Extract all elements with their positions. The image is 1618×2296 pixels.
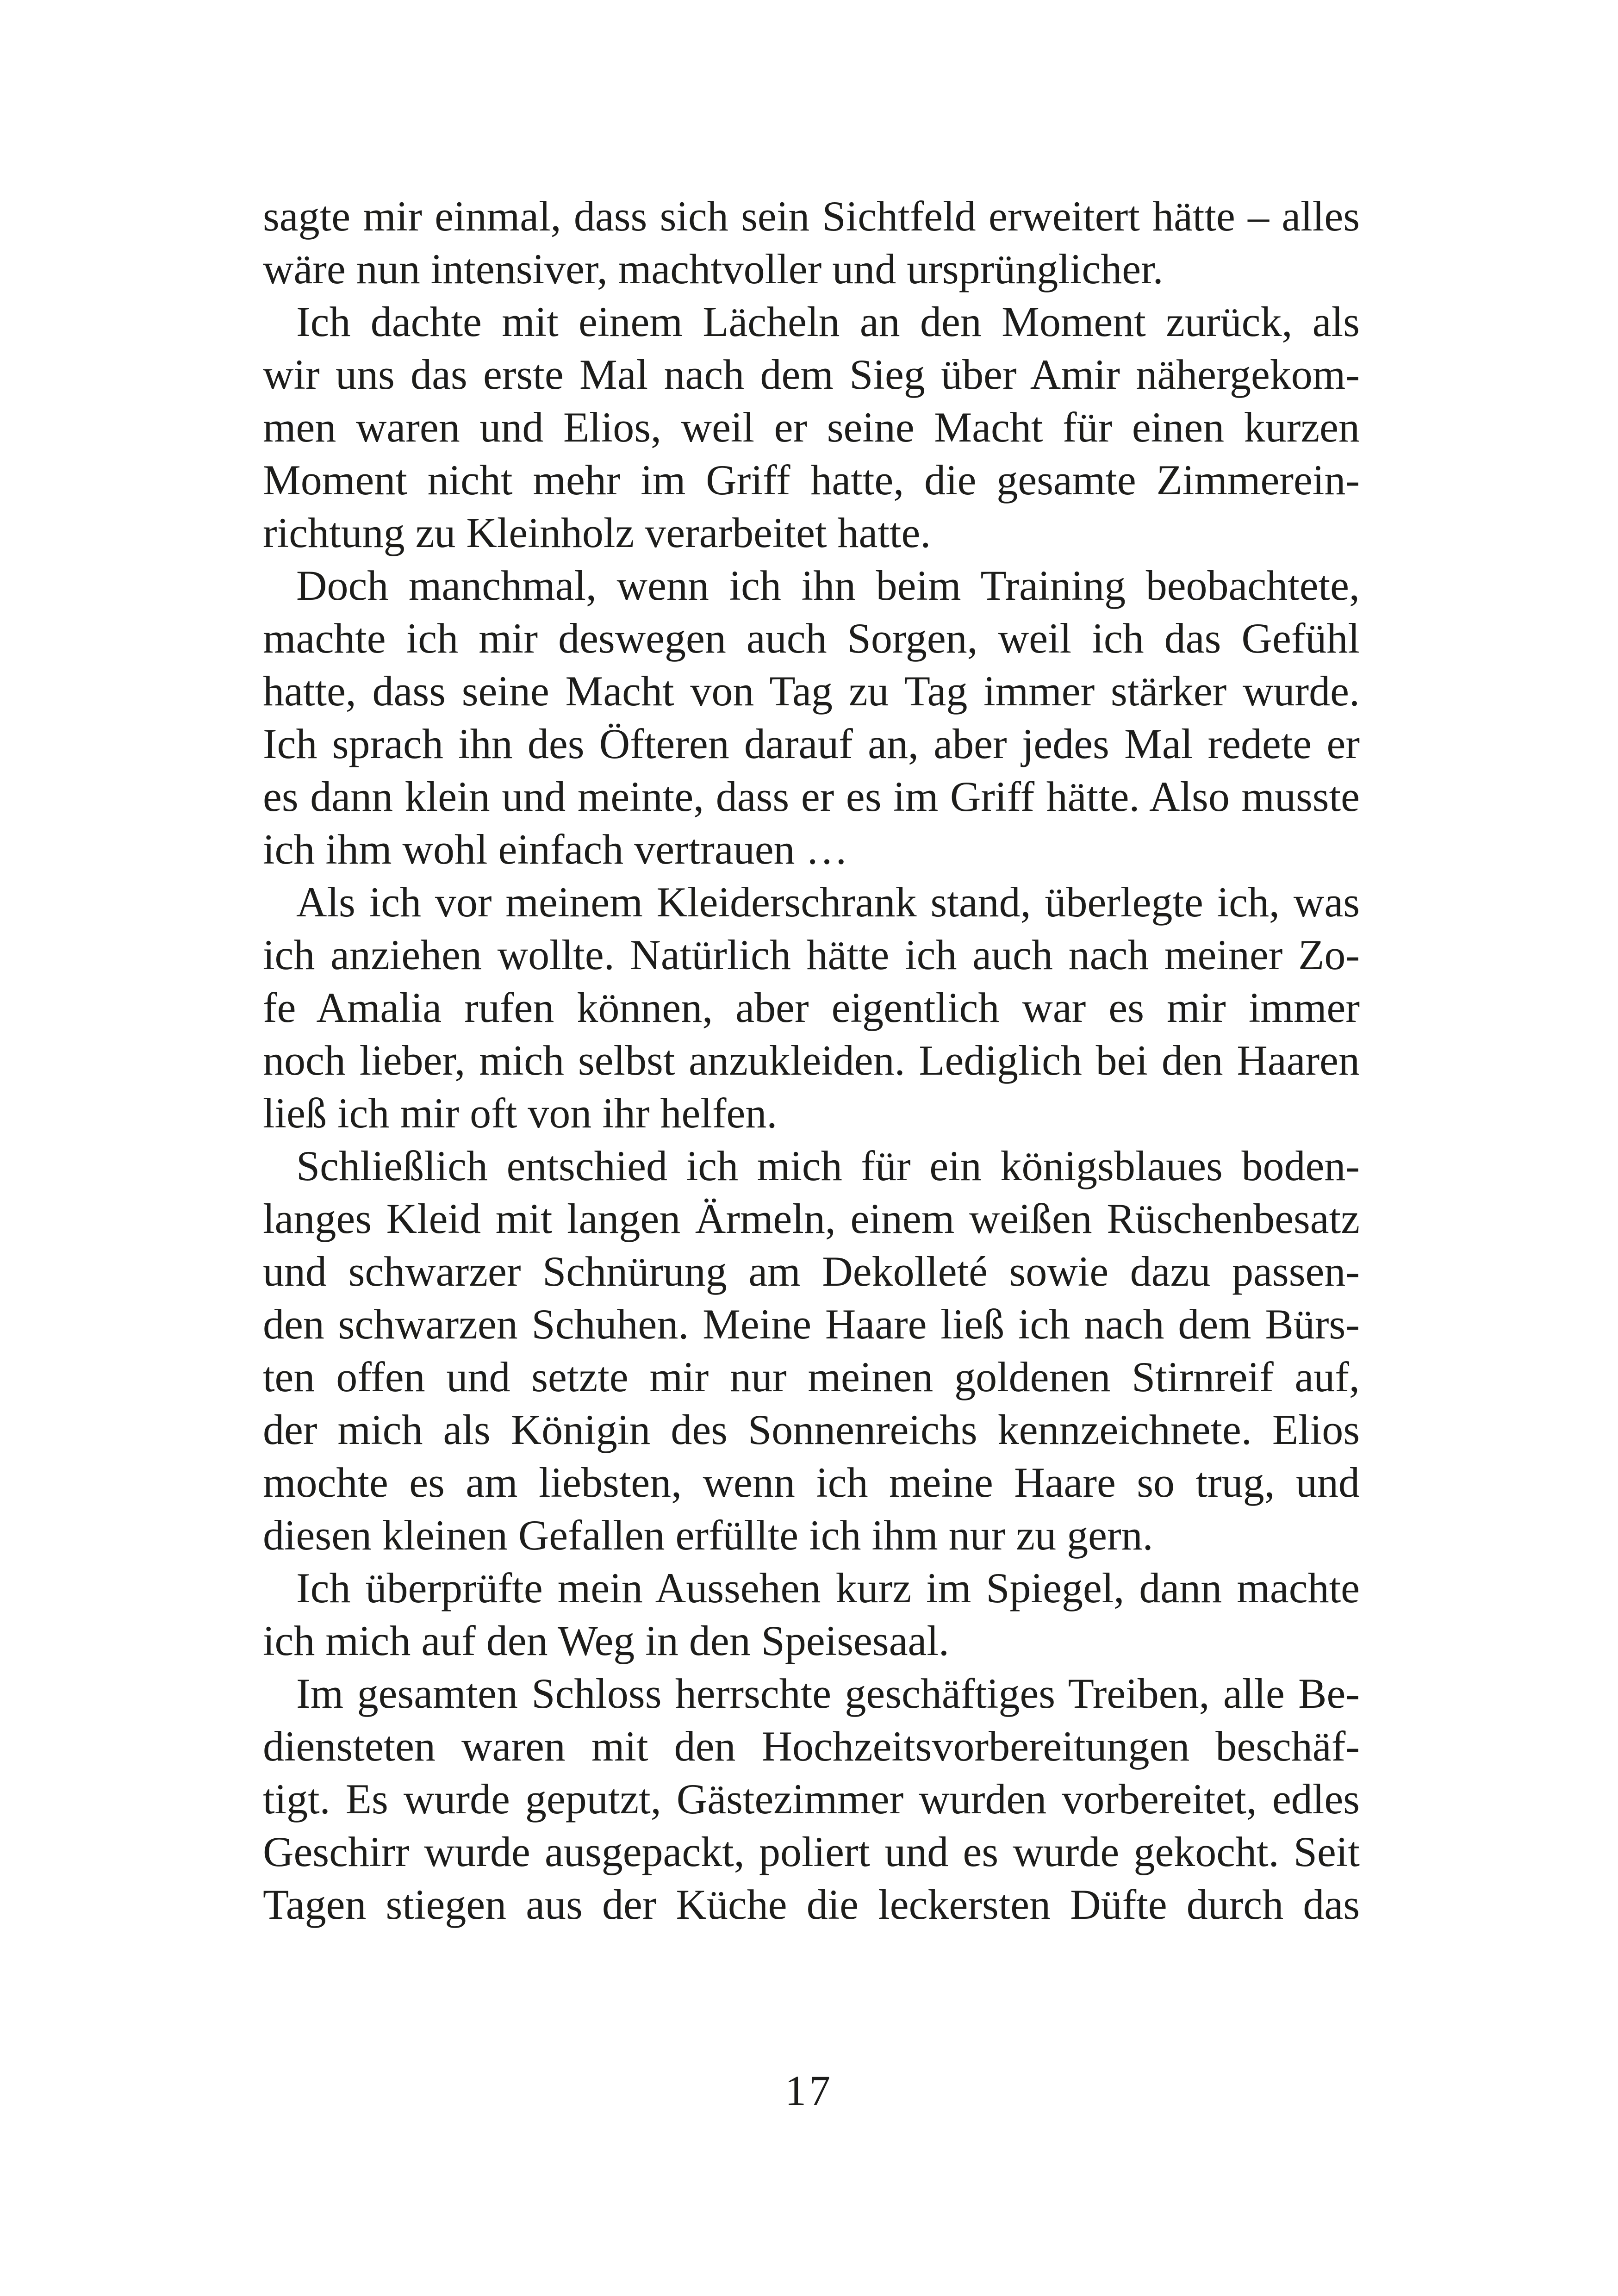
- text-line: Geschirr wurde ausgepackt, poliert und es wurde gekocht. Seit: [263, 1828, 1360, 1875]
- text-line: ließ ich mir oft von ihr helfen.: [263, 1089, 778, 1137]
- text-line: diensteten waren mit den Hochzeitsvorbereitungen beschäf-: [263, 1723, 1360, 1770]
- text-line: es dann klein und meinte, dass er es im Griff hätte. Also musste: [263, 773, 1360, 820]
- text-line: den schwarzen Schuhen. Meine Haare ließ ich nach dem Bürs-: [263, 1300, 1360, 1348]
- text-line: Ich überprüfte mein Aussehen kurz im Spiegel, dann machte: [296, 1564, 1360, 1612]
- page-number: 17: [785, 2067, 833, 2114]
- text-line: richtung zu Kleinholz verarbeitet hatte.: [263, 509, 931, 556]
- text-line: wir uns das erste Mal nach dem Sieg über Amir nähergekom-: [263, 351, 1360, 398]
- page-body: [263, 190, 1360, 1931]
- text-line: langes Kleid mit langen Ärmeln, einem weißen Rüschenbesatz: [263, 1195, 1360, 1242]
- text-line: Schließlich entschied ich mich für ein königsblaues boden-: [296, 1142, 1360, 1189]
- text-line: diesen kleinen Gefallen erfüllte ich ihm nur zu gern.: [263, 1512, 1153, 1559]
- text-line: Tagen stiegen aus der Küche die leckersten Düfte durch das: [263, 1881, 1360, 1928]
- text-line: machte ich mir deswegen auch Sorgen, weil ich das Gefühl: [263, 615, 1360, 662]
- text-line: wäre nun intensiver, machtvoller und ursprünglicher.: [263, 245, 1164, 292]
- text-line: ich mich auf den Weg in den Speisesaal.: [263, 1617, 949, 1664]
- text-line: ich ihm wohl einfach vertrauen …: [263, 826, 848, 873]
- text-line: ich anziehen wollte. Natürlich hätte ich auch nach meiner Zo-: [263, 931, 1360, 978]
- text-line: Moment nicht mehr im Griff hatte, die gesamte Zimmerein-: [263, 456, 1360, 504]
- text-line: und schwarzer Schnürung am Dekolleté sowie dazu passen-: [263, 1248, 1360, 1295]
- text-line: Im gesamten Schloss herrschte geschäftiges Treiben, alle Be-: [296, 1670, 1360, 1717]
- text-line: mochte es am liebsten, wenn ich meine Haare so trug, und: [263, 1459, 1360, 1506]
- text-line: tigt. Es wurde geputzt, Gästezimmer wurden vorbereitet, edles: [263, 1775, 1360, 1823]
- text-line: noch lieber, mich selbst anzukleiden. Lediglich bei den Haaren: [263, 1037, 1360, 1084]
- text-line: Ich dachte mit einem Lächeln an den Moment zurück, als: [296, 298, 1360, 345]
- text-line: Ich sprach ihn des Öfteren darauf an, aber jedes Mal redete er: [263, 720, 1360, 767]
- text-line: men waren und Elios, weil er seine Macht für einen kurzen: [263, 404, 1360, 451]
- text-line: Als ich vor meinem Kleiderschrank stand, überlegte ich, was: [296, 878, 1360, 926]
- text-line: hatte, dass seine Macht von Tag zu Tag immer stärker wurde.: [263, 667, 1360, 715]
- text-line: sagte mir einmal, dass sich sein Sichtfeld erweitert hätte – alles: [263, 193, 1360, 240]
- text-line: der mich als Königin des Sonnenreichs kennzeichnete. Elios: [263, 1406, 1360, 1453]
- text-line: fe Amalia rufen können, aber eigentlich war es mir immer: [263, 984, 1360, 1031]
- text-line: Doch manchmal, wenn ich ihn beim Training beobachtete,: [296, 562, 1360, 609]
- text-line: ten offen und setzte mir nur meinen goldenen Stirnreif auf,: [263, 1353, 1360, 1400]
